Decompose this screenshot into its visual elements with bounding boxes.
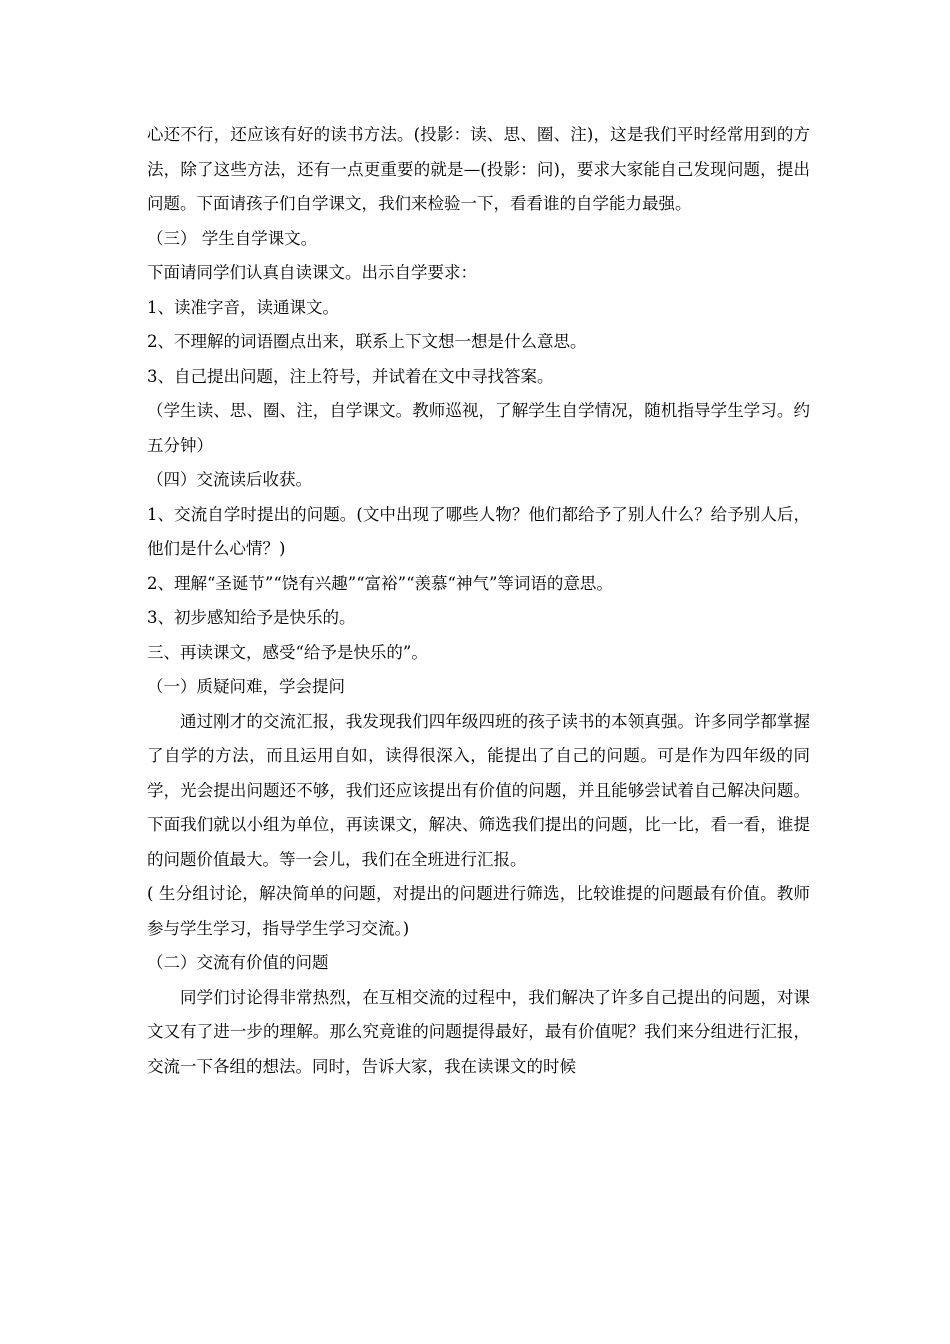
list-item-1: 1、读准字音，读通课文。 [147, 297, 339, 317]
section-heading-reread: 三、再读课文，感受“给予是快乐的”。 [147, 642, 428, 662]
list-item-exchange-1: 1、交流自学时提出的问题。(文中出现了哪些人物？他们都给予了别人什么？给予别人后，他们是什么心情？) [147, 504, 810, 558]
paragraph-self-study-requirements: 下面请同学们认真自读课文。出示自学要求： [147, 263, 477, 282]
list-item-2: 2、不理解的词语圈点出来，联系上下文想一想是什么意思。 [147, 332, 587, 351]
list-item-exchange-2: 2、理解“圣诞节”“饶有兴趣”“富裕”“羡慕“神气”等词语的意思。 [147, 573, 613, 593]
paragraph-group-discussion: ( 生分组讨论，解决简单的问题，对提出的问题进行筛选，比较谁提的问题最有价值。教师参与学生学习，指导学生学习交流。) [147, 884, 810, 938]
heading-self-study: （三） 学生自学课文。 [147, 228, 318, 248]
paragraph-reading-methods: 心还不行，还应该有好的读书方法。(投影：读、思、圈、注)，这是我们平时经常用到的方法，除了这些方法，还有一点更重要的就是—(投影：问)，要求大家能自己发现问题，提出问题。下面请孩子们自学课文，我们来检验一下，看看谁的自学能力最强。 [147, 125, 810, 213]
list-item-exchange-3: 3、初步感知给予是快乐的。 [147, 608, 356, 627]
paragraph-discussion-summary: 同学们讨论得非常热烈，在互相交流的过程中，我们解决了许多自己提出的问题，对课文又有了进一步的理解。那么究竟谁的问题提得最好，最有价值呢？我们来分组进行汇报，交流一下各组的想法。同时，告诉大家，我在读课文的时候 [147, 987, 810, 1076]
paragraph-student-activity: （学生读、思、圈、注，自学课文。教师巡视，了解学生自学情况，随机指导学生学习。约五分钟） [147, 401, 810, 455]
paragraph-teacher-feedback: 通过刚才的交流汇报，我发现我们四年级四班的孩子读书的本领真强。许多同学都掌握了自学的方法，而且运用自如，读得很深入，能提出了自己的问题。可是作为四年级的同学，光会提出问题还不够，我们还应该提出有价值的问题，并且能够尝试着自己解决问题。下面我们就以小组为单位，再读课文，解决、筛选我们提出的问题，比一比，看一看，谁提的问题价值最大。等一会儿，我们在全班进行汇报。 [147, 711, 810, 869]
list-item-3: 3、自己提出问题，注上符号，并试着在文中寻找答案。 [147, 366, 554, 386]
heading-exchange-gains: （四）交流读后收获。 [147, 470, 312, 489]
document-page [147, 118, 810, 1084]
heading-valuable-questions: （二）交流有价值的问题 [147, 953, 329, 972]
heading-questioning: （一）质疑问难，学会提问 [147, 677, 345, 696]
